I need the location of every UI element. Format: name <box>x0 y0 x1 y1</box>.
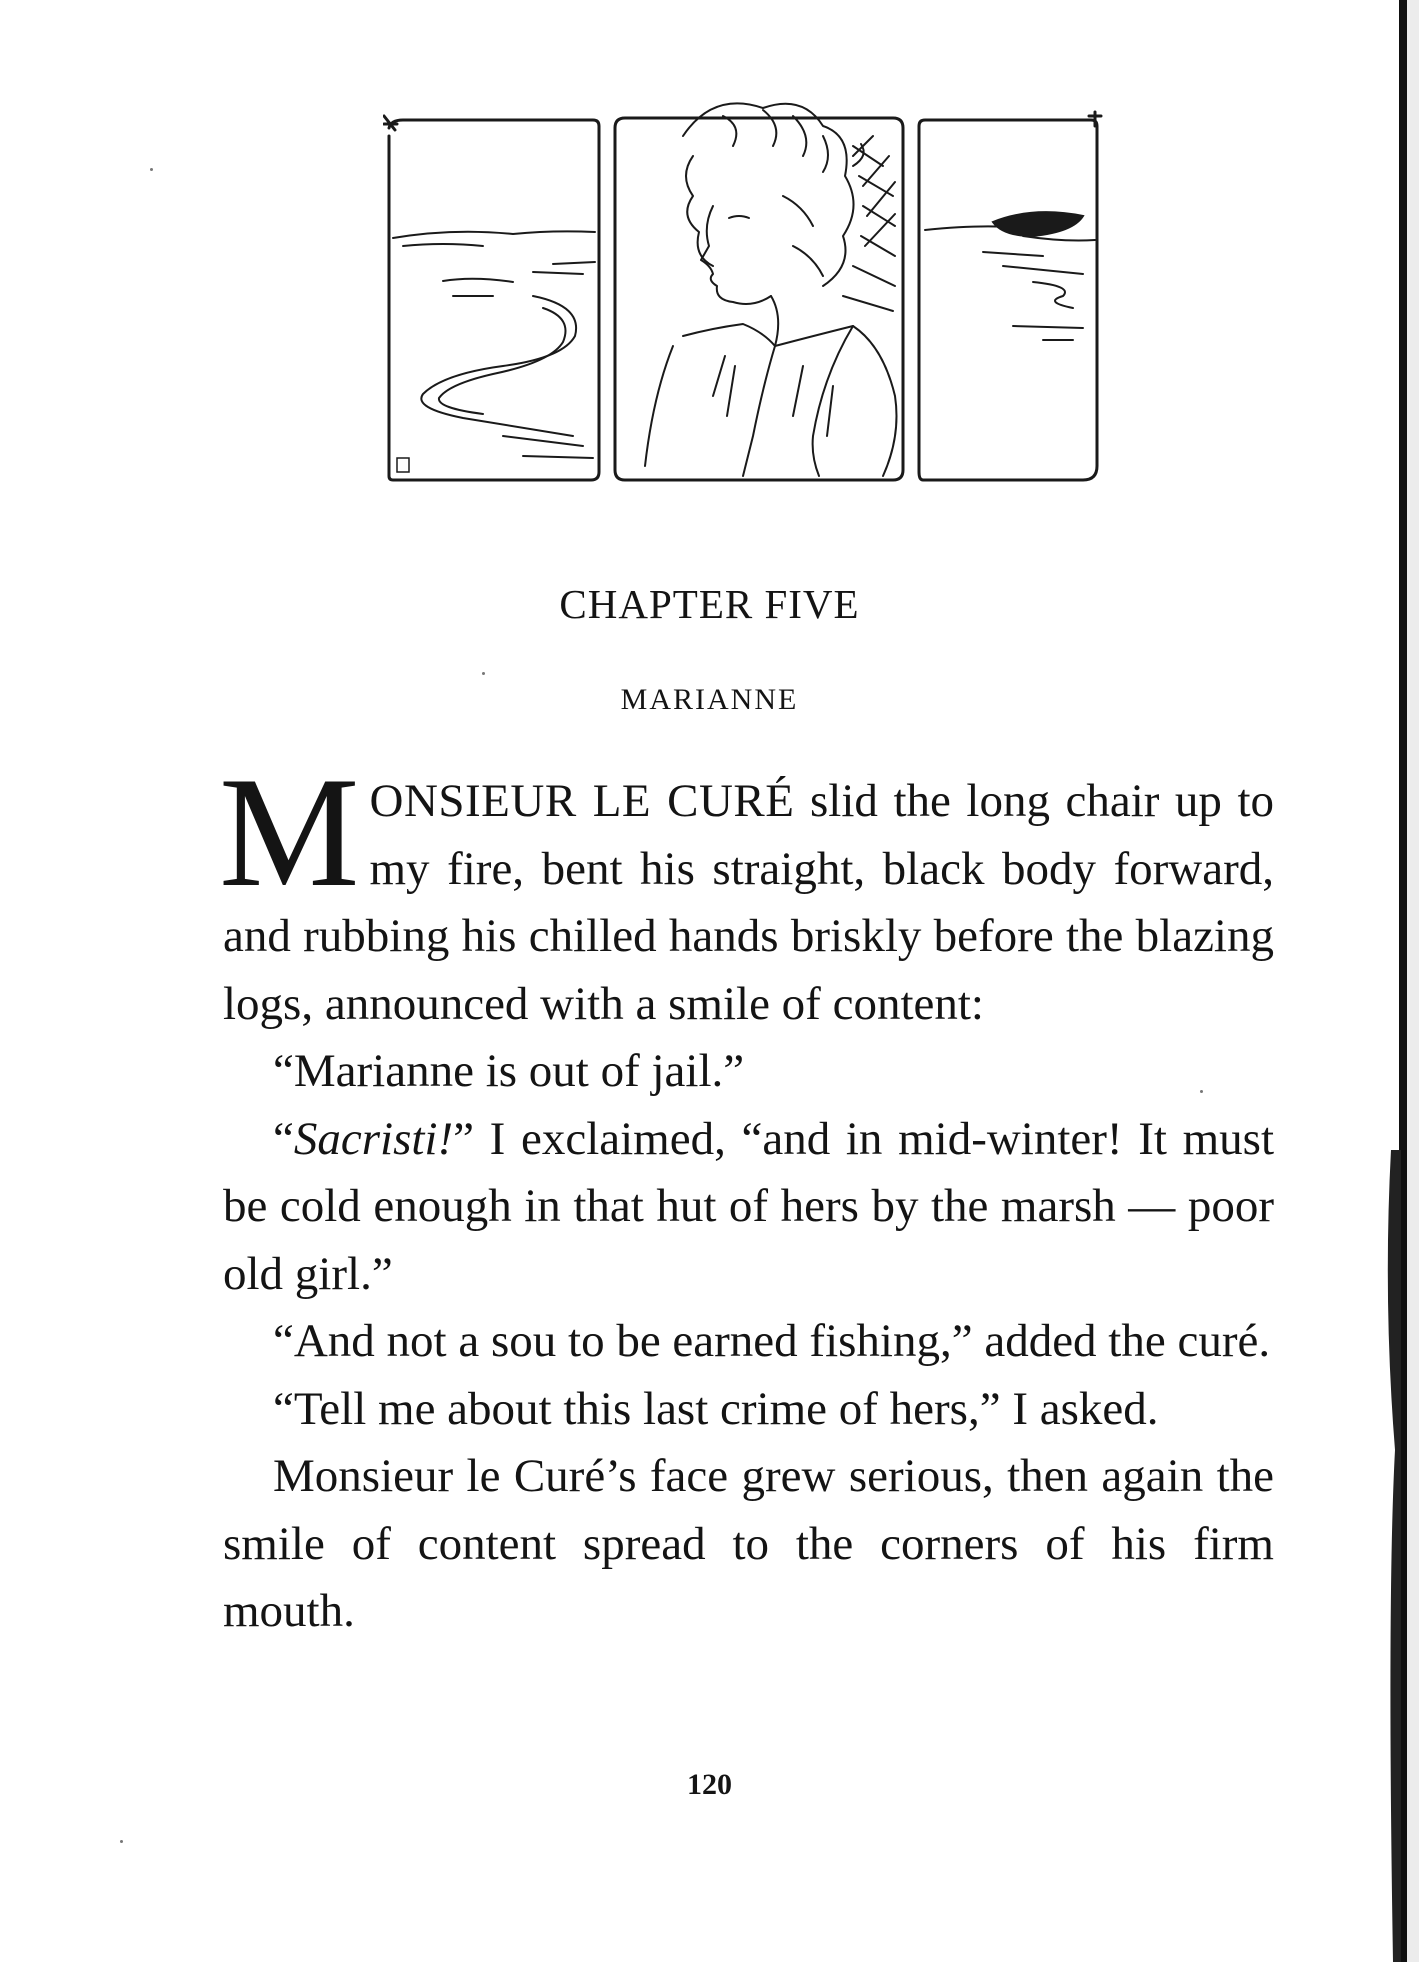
paragraph-3-text: ” I exclaimed, “and in mid-winter! It must be cold enough in that hut of hers by the marsh — poor old girl.” <box>223 1112 1274 1300</box>
middle-panel-frame <box>615 118 903 480</box>
scan-speck <box>1200 1090 1203 1093</box>
scan-speck <box>150 168 153 171</box>
right-panel-frame <box>919 120 1097 480</box>
scan-speck <box>482 672 485 675</box>
paragraph-1 <box>219 745 1275 1038</box>
paragraph-1-text: slid the long chair up to my fire, bent his straight, black body forward, and rubbing his chilled hands briskly before the blazing logs, announced with a smile of content: <box>223 775 1275 1030</box>
paragraph-6: Monsieur le Curé’s face grew serious, then again the smile of content spread to the corners of his firm mouth. <box>223 1450 1274 1637</box>
page-number: 120 <box>687 1768 732 1801</box>
paragraph-3 <box>223 1106 1274 1309</box>
book-spine-edge <box>1377 0 1419 1962</box>
body-text <box>219 745 1275 1646</box>
chapter-header-illustration <box>383 96 1103 489</box>
left-panel-frame <box>389 120 599 480</box>
scan-speck <box>120 1840 123 1843</box>
paragraph-5: “Tell me about this last crime of hers,” I asked. <box>273 1382 1159 1435</box>
italic-exclamation: Sacristi! <box>293 1112 454 1165</box>
chapter-title: CHAPTER FIVE <box>559 581 860 627</box>
drop-cap: M <box>219 745 360 920</box>
paragraph-3-open-quote: “ <box>273 1112 294 1165</box>
chapter-subtitle: MARIANNE <box>620 683 799 716</box>
paragraph-2: “Marianne is out of jail.” <box>273 1045 745 1097</box>
lead-caps: ONSIEUR LE CURÉ <box>369 775 795 827</box>
paragraph-4: “And not a sou to be earned fishing,” added the curé. <box>273 1315 1271 1367</box>
